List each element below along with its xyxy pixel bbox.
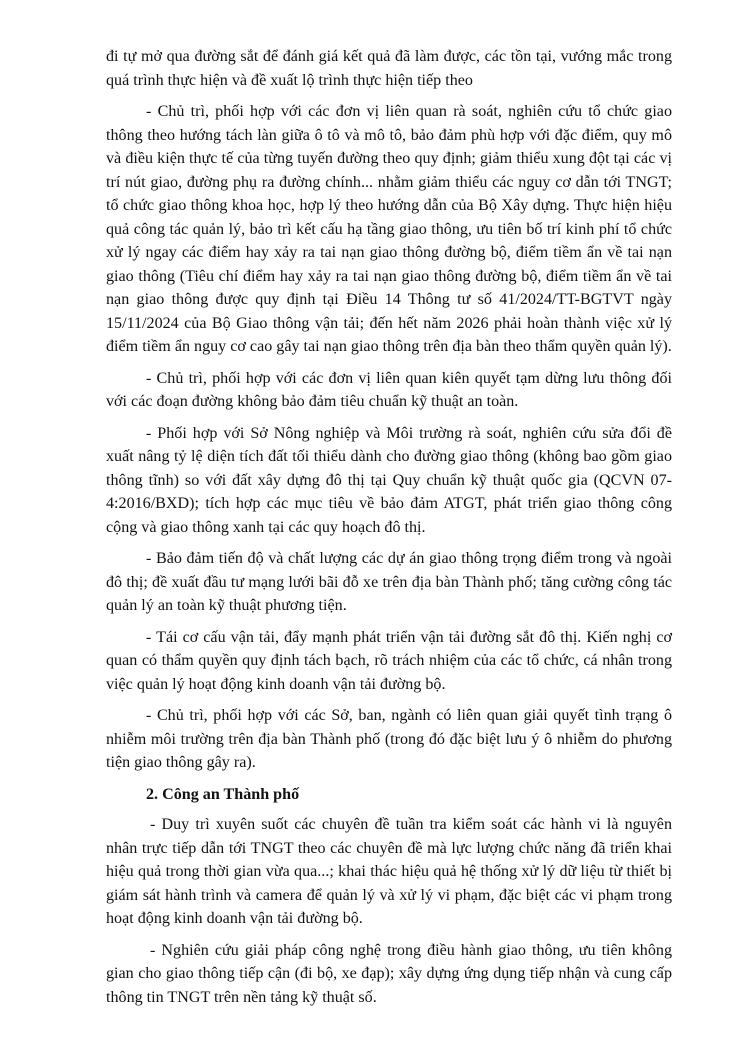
paragraph-technology-solutions: - Nghiên cứu giải pháp công nghệ trong điều hành giao thông, ưu tiên không gian cho giao thông tiếp cận (đi bộ, xe đạp); xây dựng ứng dụng tiếp nhận và cung cấp thông tin TNGT trên nền tảng kỹ thuật số.: [106, 941, 672, 1006]
paragraph-suspend-unsafe-roads: - Chủ trì, phối hợp với các đơn vị liên quan kiên quyết tạm dừng lưu thông đối với các đoạn đường không bảo đảm tiêu chuẩn kỹ thuật an toàn.: [106, 369, 672, 410]
paragraph-traffic-lane-separation: - Chủ trì, phối hợp với các đơn vị liên quan rà soát, nghiên cứu tổ chức giao thông theo hướng tách làn giữa ô tô và mô tô, bảo đảm phù hợp với đặc điểm, quy mô và điều kiện thực tế của từng tuyến đường theo quy định; giảm thiểu xung đột tại các vị trí nút giao, đường phụ ra đường chính... nhằm giảm thiểu các nguy cơ dẫn tới TNGT; tổ chức giao thông khoa học, hợp lý theo hướng dẫn của Bộ Xây dựng. Thực hiện hiệu quả công tác quản lý, bảo trì kết cấu hạ tầng giao thông, ưu tiên bố trí kinh phí tổ chức xử lý ngay các điểm hay xảy ra tai nạn giao thông đường bộ, điểm tiềm ẩn về tai nạn giao thông (Tiêu chí điểm hay xảy ra tai nạn giao thông đường bộ, điểm tiềm ẩn về tai nạn giao thông được quy định tại Điều 14 Thông tư số 41/2024/TT-BGTVT ngày 15/11/2024 của Bộ Giao thông vận tải; đến hết năm 2026 phải hoàn thành việc xử lý điểm tiềm ẩn nguy cơ cao gây tai nạn giao thông trên địa bàn theo thẩm quyền quản lý).: [106, 103, 672, 355]
paragraph-land-ratio-proposal: - Phối hợp với Sở Nông nghiệp và Môi trường rà soát, nghiên cứu sửa đổi đề xuất nâng tỷ lệ diện tích đất tối thiểu dành cho đường giao thông (không bao gồm giao thông tĩnh) so với đất xây dựng đô thị tại Quy chuẩn kỹ thuật quốc gia (QCVN 07-4:2016/BXD); tích hợp các mục tiêu về bảo đảm ATGT, phát triển giao thông công cộng và giao thông xanh tại các quy hoạch đô thị.: [106, 424, 672, 536]
paragraph-key-projects-progress: - Bảo đảm tiến độ và chất lượng các dự án giao thông trọng điểm trong và ngoài đô thị; đề xuất đầu tư mạng lưới bãi đỗ xe trên địa bàn Thành phố; tăng cường công tác quản lý an toàn kỹ thuật phương tiện.: [106, 550, 672, 614]
paragraph-patrol-enforcement: - Duy trì xuyên suốt các chuyên đề tuần tra kiểm soát các hành vi là nguyên nhân trực tiếp dẫn tới TNGT theo các chuyên đề mà lực lượng chức năng đã triển khai hiệu quả trong thời gian vừa qua...; khai thác hiệu quả hệ thống xử lý dữ liệu từ thiết bị giám sát hành trình và camera để quản lý và xử lý vi phạm, đặc biệt các vi phạm trong hoạt động kinh doanh vận tải đường bộ.: [106, 816, 672, 927]
paragraph-continuation: đi tự mở qua đường sắt để đánh giá kết quả đã làm được, các tồn tại, vướng mắc trong quá trình thực hiện và đề xuất lộ trình thực hiện tiếp theo: [106, 48, 672, 89]
section-heading-city-police: 2. Công an Thành phố: [146, 785, 300, 803]
paragraph-transport-restructuring: - Tái cơ cấu vận tải, đẩy mạnh phát triển vận tải đường sắt đô thị. Kiến nghị cơ quan có thẩm quyền quy định tách bạch, rõ trách nhiệm của các tổ chức, cá nhân trong việc quản lý hoạt động kinh doanh vận tải đường bộ.: [106, 628, 672, 693]
document-body: [106, 45, 672, 1017]
paragraph-environmental-pollution: - Chủ trì, phối hợp với các Sở, ban, ngành có liên quan giải quyết tình trạng ô nhiễm môi trường trên địa bàn Thành phố (trong đó đặc biệt lưu ý ô nhiễm do phương tiện giao thông gây ra).: [106, 707, 672, 771]
